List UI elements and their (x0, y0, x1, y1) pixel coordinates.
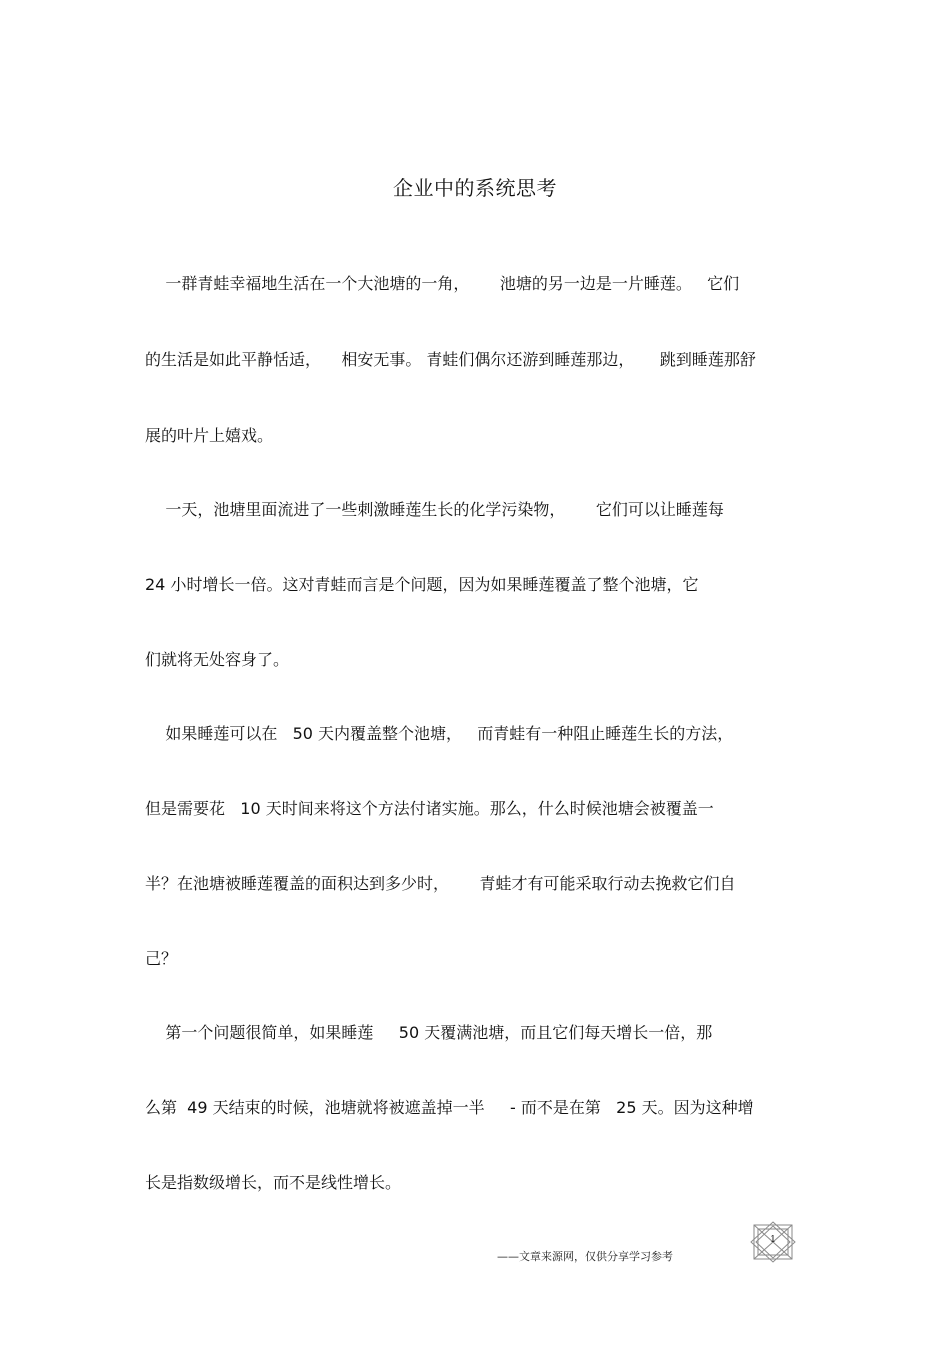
paragraph-line: 一群青蛙幸福地生活在一个大池塘的一角， 池塘的另一边是一片睡莲。 它们 (145, 274, 740, 293)
paragraph-line: 么第 49 天结束的时候，池塘就将被遮盖掉一半 - 而不是在第 25 天。因为这种增 (145, 1098, 754, 1117)
source-note: ——文章来源网，仅供分享学习参考 (497, 1250, 673, 1263)
page-number: 1 (770, 1235, 776, 1245)
paragraph-line: 的生活是如此平静恬适， 相安无事。 青蛙们偶尔还游到睡莲那边， 跳到睡莲那舒 (145, 350, 756, 369)
paragraph-line: 一天，池塘里面流进了一些刺激睡莲生长的化学污染物， 它们可以让睡莲每 (145, 500, 724, 519)
page-number-badge (748, 1221, 798, 1263)
paragraph-line: 24 小时增长一倍。这对青蛙而言是个问题，因为如果睡莲覆盖了整个池塘，它 (145, 575, 699, 594)
paragraph-line: 但是需要花 10 天时间来将这个方法付诸实施。那么，什么时候池塘会被覆盖一 (145, 799, 714, 818)
paragraph-line: 半？在池塘被睡莲覆盖的面积达到多少时， 青蛙才有可能采取行动去挽救它们自 (145, 874, 736, 893)
document-title: 企业中的系统思考 (393, 176, 557, 200)
paragraph-line: 们就将无处容身了。 (145, 650, 290, 669)
paragraph-line: 如果睡莲可以在 50 天内覆盖整个池塘， 而青蛙有一种阻止睡莲生长的方法， (145, 724, 734, 743)
paragraph-line: 第一个问题很简单，如果睡莲 50 天覆满池塘，而且它们每天增长一倍，那 (145, 1023, 713, 1042)
paragraph-line: 己？ (145, 949, 178, 968)
paragraph-line: 长是指数级增长，而不是线性增长。 (145, 1173, 402, 1192)
paragraph-line: 展的叶片上嬉戏。 (145, 426, 274, 445)
